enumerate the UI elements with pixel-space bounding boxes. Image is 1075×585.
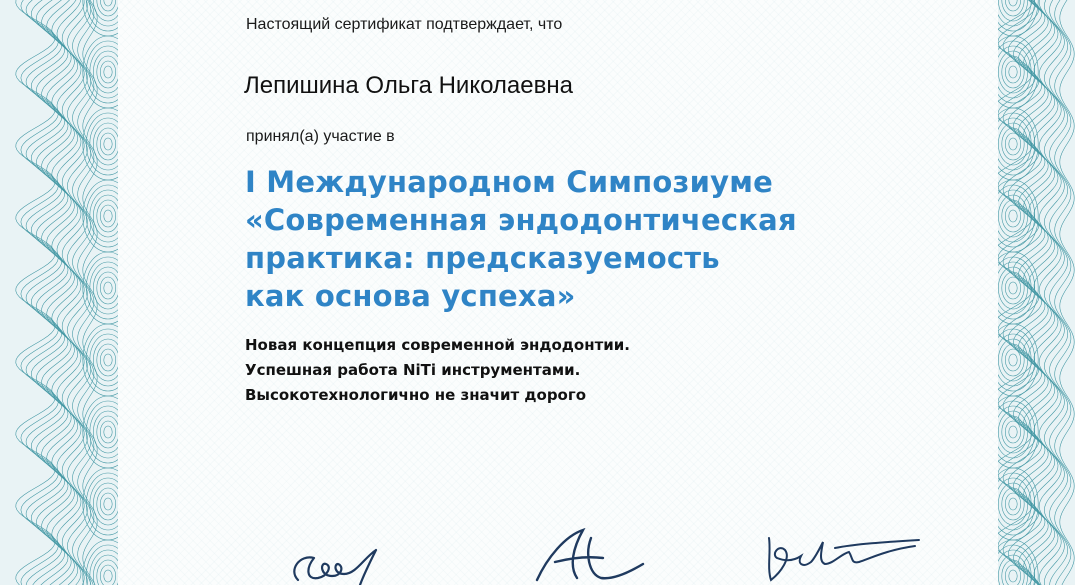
topic-item: Новая концепция современной эндодонтии. — [245, 336, 630, 354]
signature-2 — [525, 518, 655, 585]
topic-item: Успешная работа NiTi инструментами. — [245, 361, 581, 379]
participated-text: принял(а) участие в — [246, 128, 395, 145]
signature-3 — [755, 528, 925, 585]
event-title — [245, 163, 797, 315]
confirms-text: Настоящий сертификат подтверждает, что — [246, 16, 563, 33]
event-title-line: «Современная эндодонтическая — [245, 203, 797, 237]
event-title-line: практика: предсказуемость — [245, 241, 720, 275]
event-title-line: как основа успеха» — [245, 279, 576, 313]
topics-list — [245, 333, 630, 408]
event-title-line: I Международном Симпозиуме — [245, 165, 773, 199]
guilloche-border-right — [995, 0, 1075, 585]
topic-item: Высокотехнологично не значит дорого — [245, 386, 587, 404]
recipient-name: Лепишина Ольга Николаевна — [244, 72, 573, 99]
guilloche-border-left — [0, 0, 130, 585]
signature-1 — [280, 540, 420, 585]
